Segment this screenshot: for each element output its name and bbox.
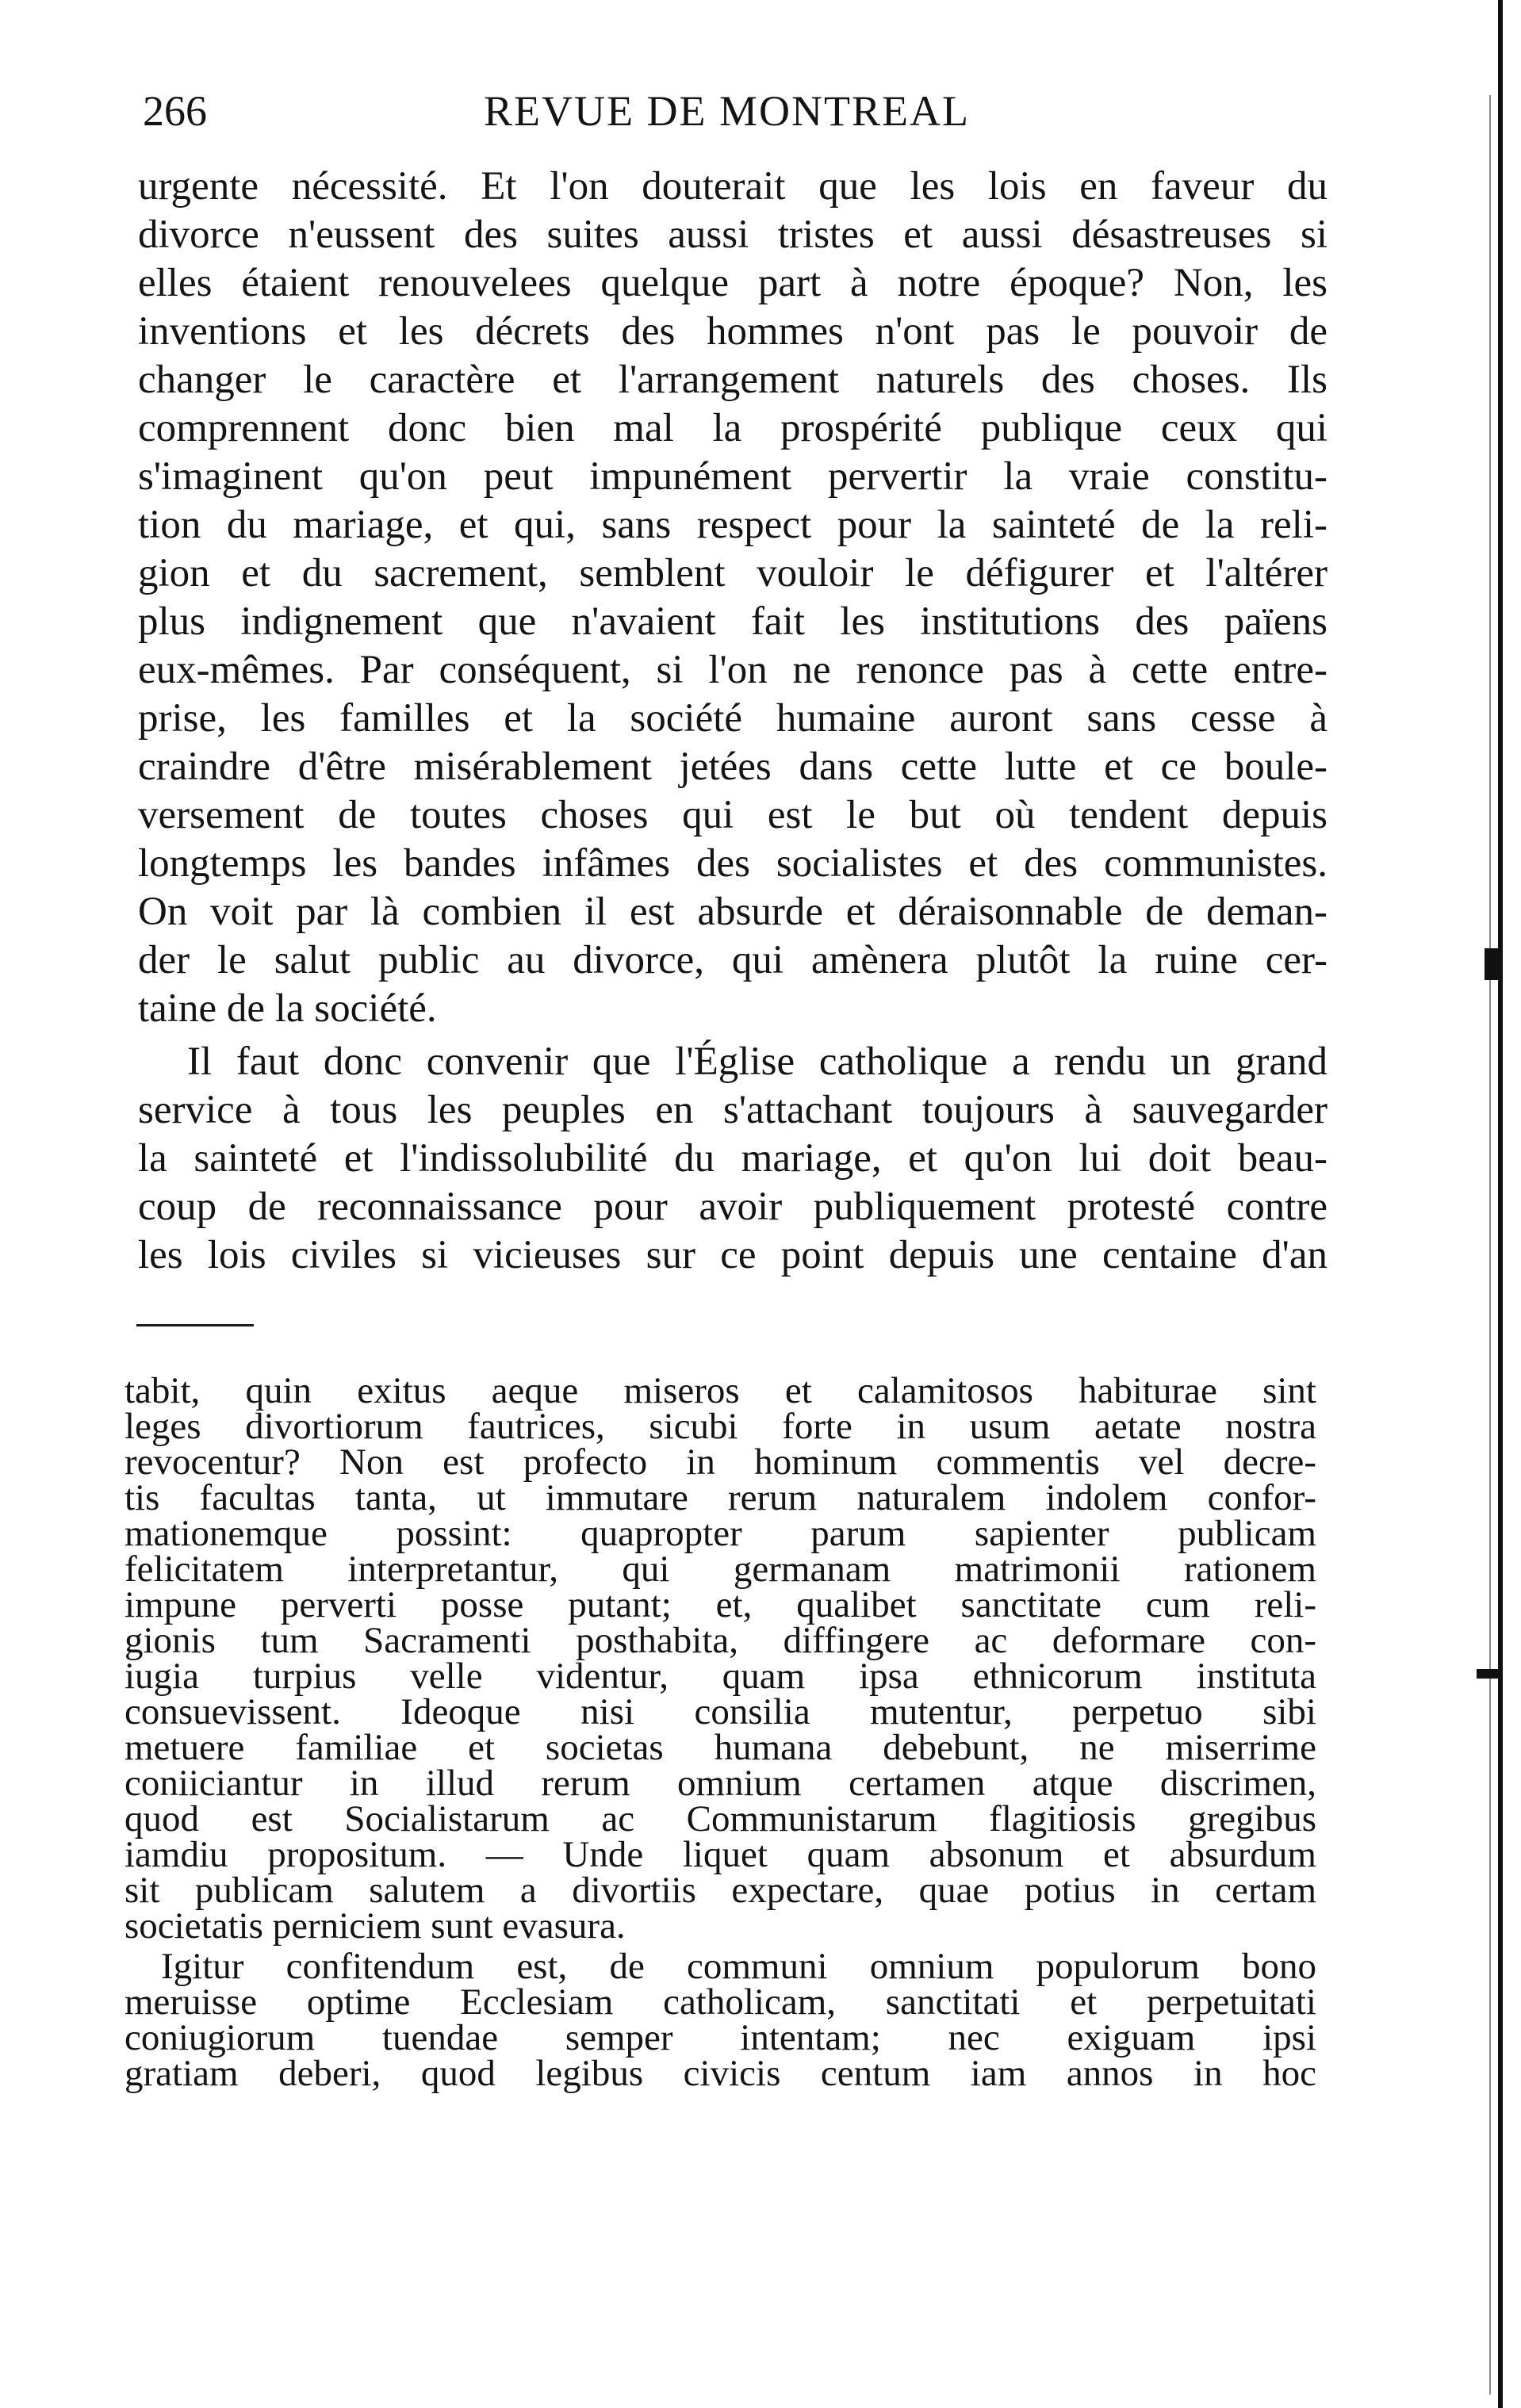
footnote-line: metuere familiae et societas humana debebunt, ne miserrime — [125, 1727, 1316, 1768]
footnote-line: tabit, quin exitus aeque miseros et calamitosos habiturae sint — [125, 1370, 1316, 1411]
text-line: prise, les familles et la société humaine auront sans cesse à — [138, 696, 1328, 741]
footnote-line: felicitatem interpretantur, qui germanam matrimonii rationem — [125, 1549, 1316, 1590]
text-line: changer le caractère et l'arrangement naturels des choses. Ils — [138, 358, 1328, 402]
text-line: la sainteté et l'indissolubilité du mariage, et qu'on lui doit beau- — [138, 1136, 1328, 1181]
page-number: 266 — [143, 87, 207, 135]
footnote-line: iugia turpius velle videntur, quam ipsa ethnicorum instituta — [125, 1656, 1316, 1697]
text-line: taine de la société. — [138, 986, 437, 1031]
footnote-line: quod est Socialistarum ac Communistarum flagitiosis gregibus — [125, 1798, 1316, 1839]
text-line: On voit par là combien il est absurde et déraisonnable de deman- — [138, 890, 1328, 934]
running-title: REVUE DE MONTREAL — [484, 87, 970, 135]
text-line: tion du mariage, et qui, sans respect pour la sainteté de la reli- — [138, 503, 1328, 547]
text-line: inventions et les décrets des hommes n'ont pas le pouvoir de — [138, 309, 1328, 354]
text-line: comprennent donc bien mal la prospérité publique ceux qui — [138, 406, 1328, 450]
footnote-paragraph-1 — [125, 1370, 1316, 1947]
main-text — [138, 163, 1328, 1280]
footnote-line: mationemque possint: quapropter parum sapienter publicam — [125, 1513, 1316, 1554]
footnote-line: gratiam deberi, quod legibus civicis centum iam annos in hoc — [125, 2053, 1316, 2094]
binding-notch — [1485, 948, 1502, 980]
binding-edge-shadow — [1489, 95, 1491, 2395]
footnote-line: consuevissent. Ideoque nisi consilia mutentur, perpetuo sibi — [125, 1691, 1316, 1732]
footnote-divider — [136, 1324, 254, 1327]
paragraph-1 — [138, 163, 1328, 1033]
footnote-line: leges divortiorum fautrices, sicubi forte in usum aetate nostra — [125, 1406, 1316, 1447]
footnote-line: gionis tum Sacramenti posthabita, diffingere ac deformare con- — [125, 1620, 1316, 1661]
footnote-line: Igitur confitendum est, de communi omnium populorum bono — [161, 1946, 1316, 1987]
text-line: service à tous les peuples en s'attachant toujours à sauvegarder — [138, 1088, 1328, 1132]
binding-edge — [1498, 0, 1503, 2408]
text-line: elles étaient renouvelees quelque part à notre époque? Non, les — [138, 261, 1328, 305]
footnote-line: coniiciantur in illud rerum omnium certamen atque discrimen, — [125, 1763, 1316, 1804]
footnote — [125, 1370, 1316, 2094]
text-line: coup de reconnaissance pour avoir publiquement protesté contre — [138, 1185, 1328, 1229]
footnote-line: iamdiu propositum. — Unde liquet quam absonum et absurdum — [125, 1834, 1316, 1875]
footnote-line: sit publicam salutem a divortiis expectare, quae potius in certam — [125, 1870, 1316, 1911]
footnote-line: impune perverti posse putant; et, qualibet sanctitate cum reli- — [125, 1584, 1316, 1625]
text-line: Il faut donc convenir que l'Église catholique a rendu un grand — [187, 1039, 1328, 1084]
binding-notch — [1477, 1669, 1500, 1679]
text-line: eux-mêmes. Par conséquent, si l'on ne renonce pas à cette entre- — [138, 648, 1328, 692]
text-line: der le salut public au divorce, qui amènera plutôt la ruine cer- — [138, 938, 1328, 982]
page-header — [143, 79, 1332, 143]
footnote-line: societatis perniciem sunt evasura. — [125, 1905, 626, 1947]
text-line: divorce n'eussent des suites aussi tristes et aussi désastreuses si — [138, 212, 1328, 257]
text-line: les lois civiles si vicieuses sur ce point depuis une centaine d'an — [138, 1233, 1328, 1277]
text-line: craindre d'être misérablement jetées dans cette lutte et ce boule- — [138, 745, 1328, 789]
paragraph-2 — [138, 1038, 1328, 1280]
footnote-line: meruisse optime Ecclesiam catholicam, sanctitati et perpetuitati — [125, 1981, 1316, 2023]
footnote-line: revocentur? Non est profecto in hominum commentis vel decre- — [125, 1441, 1316, 1483]
footnote-paragraph-2 — [125, 1946, 1316, 2094]
text-line: longtemps les bandes infâmes des socialistes et des communistes. — [138, 841, 1328, 886]
text-line: versement de toutes choses qui est le but où tendent depuis — [138, 793, 1328, 837]
footnote-line: coniugiorum tuendae semper intentam; nec exiguam ipsi — [125, 2017, 1316, 2058]
footnote-line: tis facultas tanta, ut immutare rerum naturalem indolem confor- — [125, 1477, 1316, 1518]
text-line: gion et du sacrement, semblent vouloir le défigurer et l'altérer — [138, 551, 1328, 595]
text-line: s'imaginent qu'on peut impunément pervertir la vraie constitu- — [138, 454, 1328, 499]
text-line: plus indignement que n'avaient fait les institutions des païens — [138, 599, 1328, 644]
text-line: urgente nécessité. Et l'on douterait que les lois en faveur du — [138, 164, 1328, 209]
